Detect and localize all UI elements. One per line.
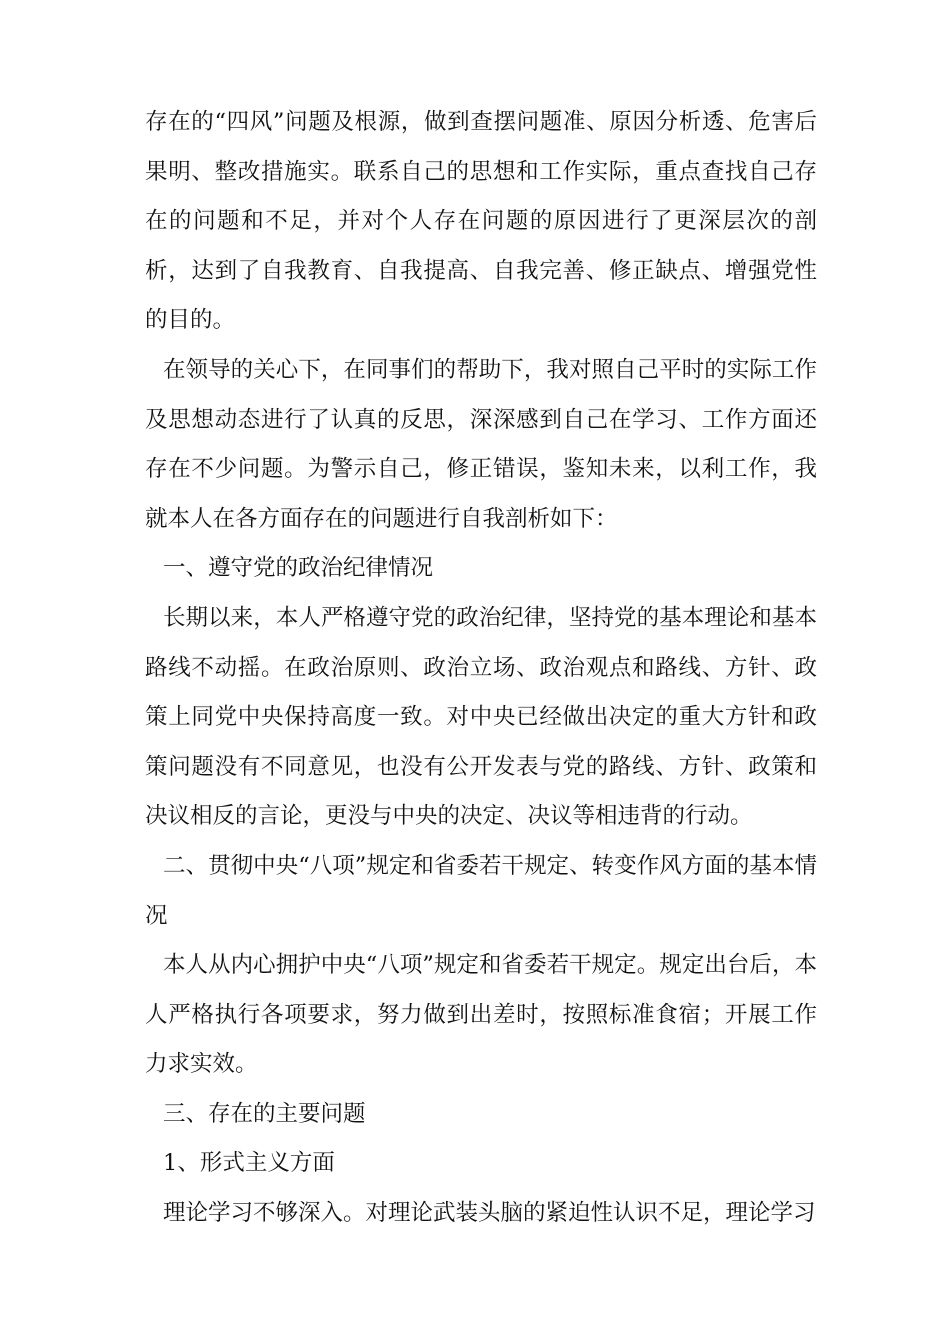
heading-eight-rules: 二、贯彻中央“八项”规定和省委若干规定、转变作风方面的基本情况 <box>145 852 817 929</box>
document-body <box>145 98 817 1239</box>
paragraph-political-discipline: 长期以来，本人严格遵守党的政治纪律，坚持党的基本理论和基本路线不动摇。在政治原则、政治立场、政治观点和路线、方针、政策上同党中央保持高度一致。对中央已经做出决定的重大方针和政策问题没有不同意见，也没有公开发表与党的路线、方针、政策和决议相反的言论，更没与中央的决定、决议等相违背的行动。 <box>145 604 817 830</box>
paragraph-intro-continued: 存在的“四风”问题及根源，做到查摆问题准、原因分析透、危害后果明、整改措施实。联系自己的思想和工作实际，重点查找自己存在的问题和不足，并对个人存在问题的原因进行了更深层次的剖析，达到了自我教育、自我提高、自我完善、修正缺点、增强党性的目的。 <box>145 109 817 334</box>
subheading-formalism: 1、形式主义方面 <box>163 1150 335 1177</box>
paragraph-theory-study: 理论学习不够深入。对理论武装头脑的紧迫性认识不足，理论学习 <box>163 1200 816 1227</box>
heading-main-problems: 三、存在的主要问题 <box>163 1100 366 1127</box>
paragraph-self-reflection: 在领导的关心下，在同事们的帮助下，我对照自己平时的实际工作及思想动态进行了认真的反思，深深感到自己在学习、工作方面还存在不少问题。为警示自己，修正错误，鉴知未来，以利工作，我就本人在各方面存在的问题进行自我剖析如下： <box>145 356 817 532</box>
paragraph-eight-rules: 本人从内心拥护中央“八项”规定和省委若干规定。规定出台后，本人严格执行各项要求，努力做到出差时，按照标准食宿；开展工作力求实效。 <box>145 952 817 1078</box>
heading-political-discipline: 一、遵守党的政治纪律情况 <box>163 555 434 582</box>
